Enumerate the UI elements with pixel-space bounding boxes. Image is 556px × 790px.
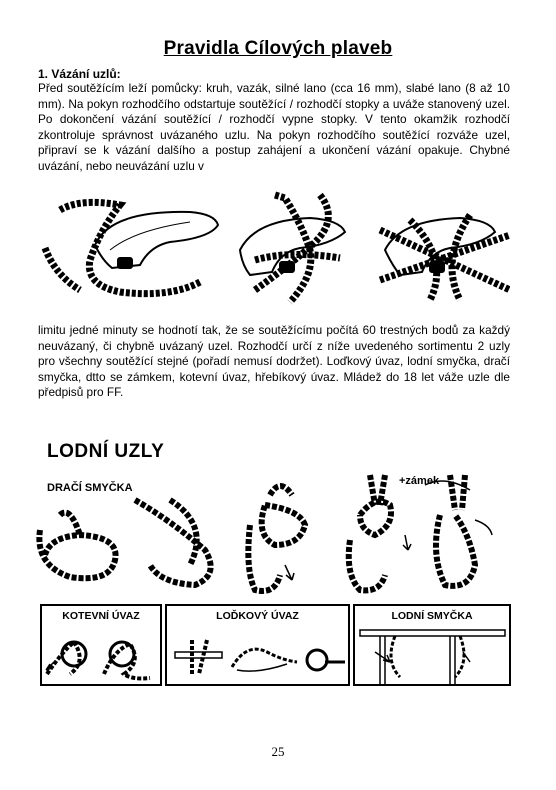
box-lodni-smycka [353, 604, 511, 686]
paragraph-rules-2: limitu jedné minuty se hodnotí tak, že se soutěžícímu počítá 60 trestných bodů za každý neuvázaný, či chybně uvázaný uzel. Rozhodčí určí z níže uvedeného sortimentu 2 uzly pro všechny soutěžící stejné (pořadí nemusí dodržet). Loďkový úvaz, lodní smyčka, dračí smyčka, dtto se zámkem, kotevní úvaz, hřebíkový úvaz. Mládež do 18 let váže uzle dle předpisů pro FF. [38, 323, 510, 400]
label-kotevni-uvaz: KOTEVNÍ ÚVAZ [62, 610, 140, 622]
box-kotevni-uvaz [40, 604, 162, 686]
label-draci-smycka: DRAČÍ SMYČKA [47, 482, 133, 494]
lodkovy-uvaz-illustration [167, 622, 348, 684]
label-lodkovy-uvaz: LOĎKOVÝ ÚVAZ [216, 610, 299, 622]
kotevni-uvaz-illustration [42, 622, 160, 684]
draci-smycka-illustration [30, 465, 520, 605]
page-title: Pravidla Cílových plaveb [163, 38, 393, 59]
cleat-knot-illustration [40, 190, 510, 310]
page-number: 25 [271, 744, 285, 759]
label-lodni-smycka: LODNÍ SMYČKA [391, 610, 473, 622]
paragraph-rules-1: Před soutěžícím leží pomůcky: kruh, vazák, silné lano (cca 16 mm), slabé lano (8 až 10 mm). Na pokyn rozhodčího odstartuje soutěžící / rozhodčí stopky a uváže stanovený uzel. Po dokončení vázání soutěžící / rozhodčí vypne stopky. V tento okamžik rozhodčí zkontroluje správnost uvázaného uzlu. Na pokyn rozhodčího soutěžící rozváže uzel, připraví se k vázání dalšího a postup zahájení a ukončení vázání opakuje. Chybné uvázání, nebo neuvázání uzlu v [38, 81, 510, 173]
box-lodkovy-uvaz [165, 604, 350, 686]
section-heading: 1. Vázání uzlů: [38, 67, 121, 81]
lodni-smycka-illustration [355, 622, 509, 684]
label-zamek: +zámek [399, 475, 440, 487]
section-heading-lodni-uzly: LODNÍ UZLY [47, 441, 165, 462]
